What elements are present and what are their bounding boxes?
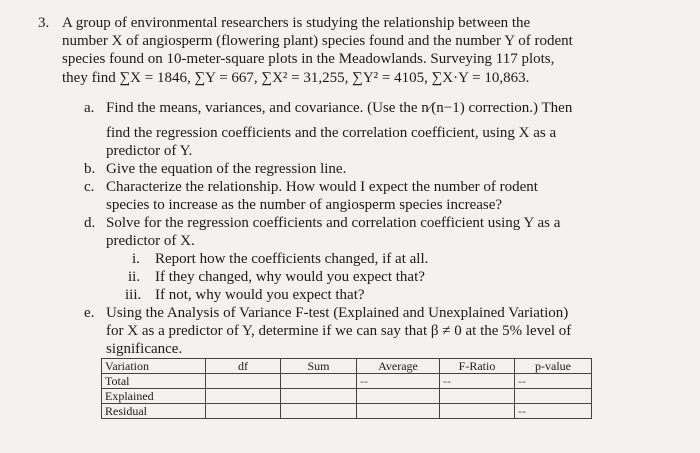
cell	[281, 404, 357, 419]
question-number: 3.	[38, 15, 50, 31]
row-residual-label: Residual	[102, 404, 206, 419]
header-df: df	[206, 359, 281, 374]
part-a-line-3: predictor of Y.	[106, 143, 193, 159]
table-row	[102, 404, 592, 419]
intro-line-2: number X of angiosperm (flowering plant) species found and the number Y of rodent	[62, 33, 573, 49]
row-explained-label: Explained	[102, 389, 206, 404]
cell	[357, 404, 440, 419]
subpart-ii-label: ii.	[128, 269, 141, 285]
header-f-ratio: F-Ratio	[440, 359, 515, 374]
table-row	[102, 374, 592, 389]
part-a-label: a.	[84, 100, 95, 116]
cell	[206, 374, 281, 389]
cell	[440, 389, 515, 404]
subpart-i-text: Report how the coefficients changed, if at all.	[155, 251, 429, 267]
part-d-label: d.	[84, 215, 96, 231]
subpart-iii-label: iii.	[125, 287, 142, 303]
cell: --	[440, 374, 515, 389]
part-e-line-2: for X as a predictor of Y, determine if we can say that β ≠ 0 at the 5% level of	[106, 323, 572, 339]
cell	[281, 374, 357, 389]
cell	[281, 389, 357, 404]
part-e-label: e.	[84, 305, 95, 321]
cell	[440, 404, 515, 419]
part-b-line-1: Give the equation of the regression line.	[106, 161, 347, 177]
intro-line-3: species found on 10-meter-square plots in the Meadowlands. Surveying 117 plots,	[62, 51, 555, 67]
part-a-line-1: Find the means, variances, and covariance. (Use the n⁄(n−1) correction.) Then	[106, 100, 573, 116]
table-row	[102, 389, 592, 404]
subpart-i-label: i.	[132, 251, 140, 267]
part-a-line-2: find the regression coefficients and the correlation coefficient, using X as a	[106, 125, 557, 141]
part-c-line-2: species to increase as the number of angiosperm species increase?	[106, 197, 503, 213]
intro-line-4: they find ∑X = 1846, ∑Y = 667, ∑X² = 31,255, ∑Y² = 4105, ∑X·Y = 10,863.	[62, 70, 530, 86]
table-header-row	[102, 359, 592, 374]
intro-line-1: A group of environmental researchers is studying the relationship between the	[62, 15, 531, 31]
part-b-label: b.	[84, 161, 96, 177]
part-c-line-1: Characterize the relationship. How would I expect the number of rodent	[106, 179, 538, 195]
part-c-label: c.	[84, 179, 95, 195]
header-p-value: p-value	[515, 359, 592, 374]
cell: --	[357, 374, 440, 389]
cell	[515, 389, 592, 404]
part-d-line-2: predictor of X.	[106, 233, 195, 249]
cell: --	[515, 374, 592, 389]
subpart-ii-text: If they changed, why would you expect that?	[155, 269, 425, 285]
part-e-line-3: significance.	[106, 341, 183, 357]
row-total-label: Total	[102, 374, 206, 389]
cell	[206, 389, 281, 404]
header-variation: Variation	[102, 359, 206, 374]
cell	[357, 389, 440, 404]
part-e-line-1: Using the Analysis of Variance F-test (Explained and Unexplained Variation)	[106, 305, 569, 321]
anova-table	[101, 358, 592, 419]
part-d-line-1: Solve for the regression coefficients and correlation coefficient using Y as a	[106, 215, 561, 231]
cell	[206, 404, 281, 419]
cell: --	[515, 404, 592, 419]
subpart-iii-text: If not, why would you expect that?	[155, 287, 365, 303]
header-sum: Sum	[281, 359, 357, 374]
header-average: Average	[357, 359, 440, 374]
